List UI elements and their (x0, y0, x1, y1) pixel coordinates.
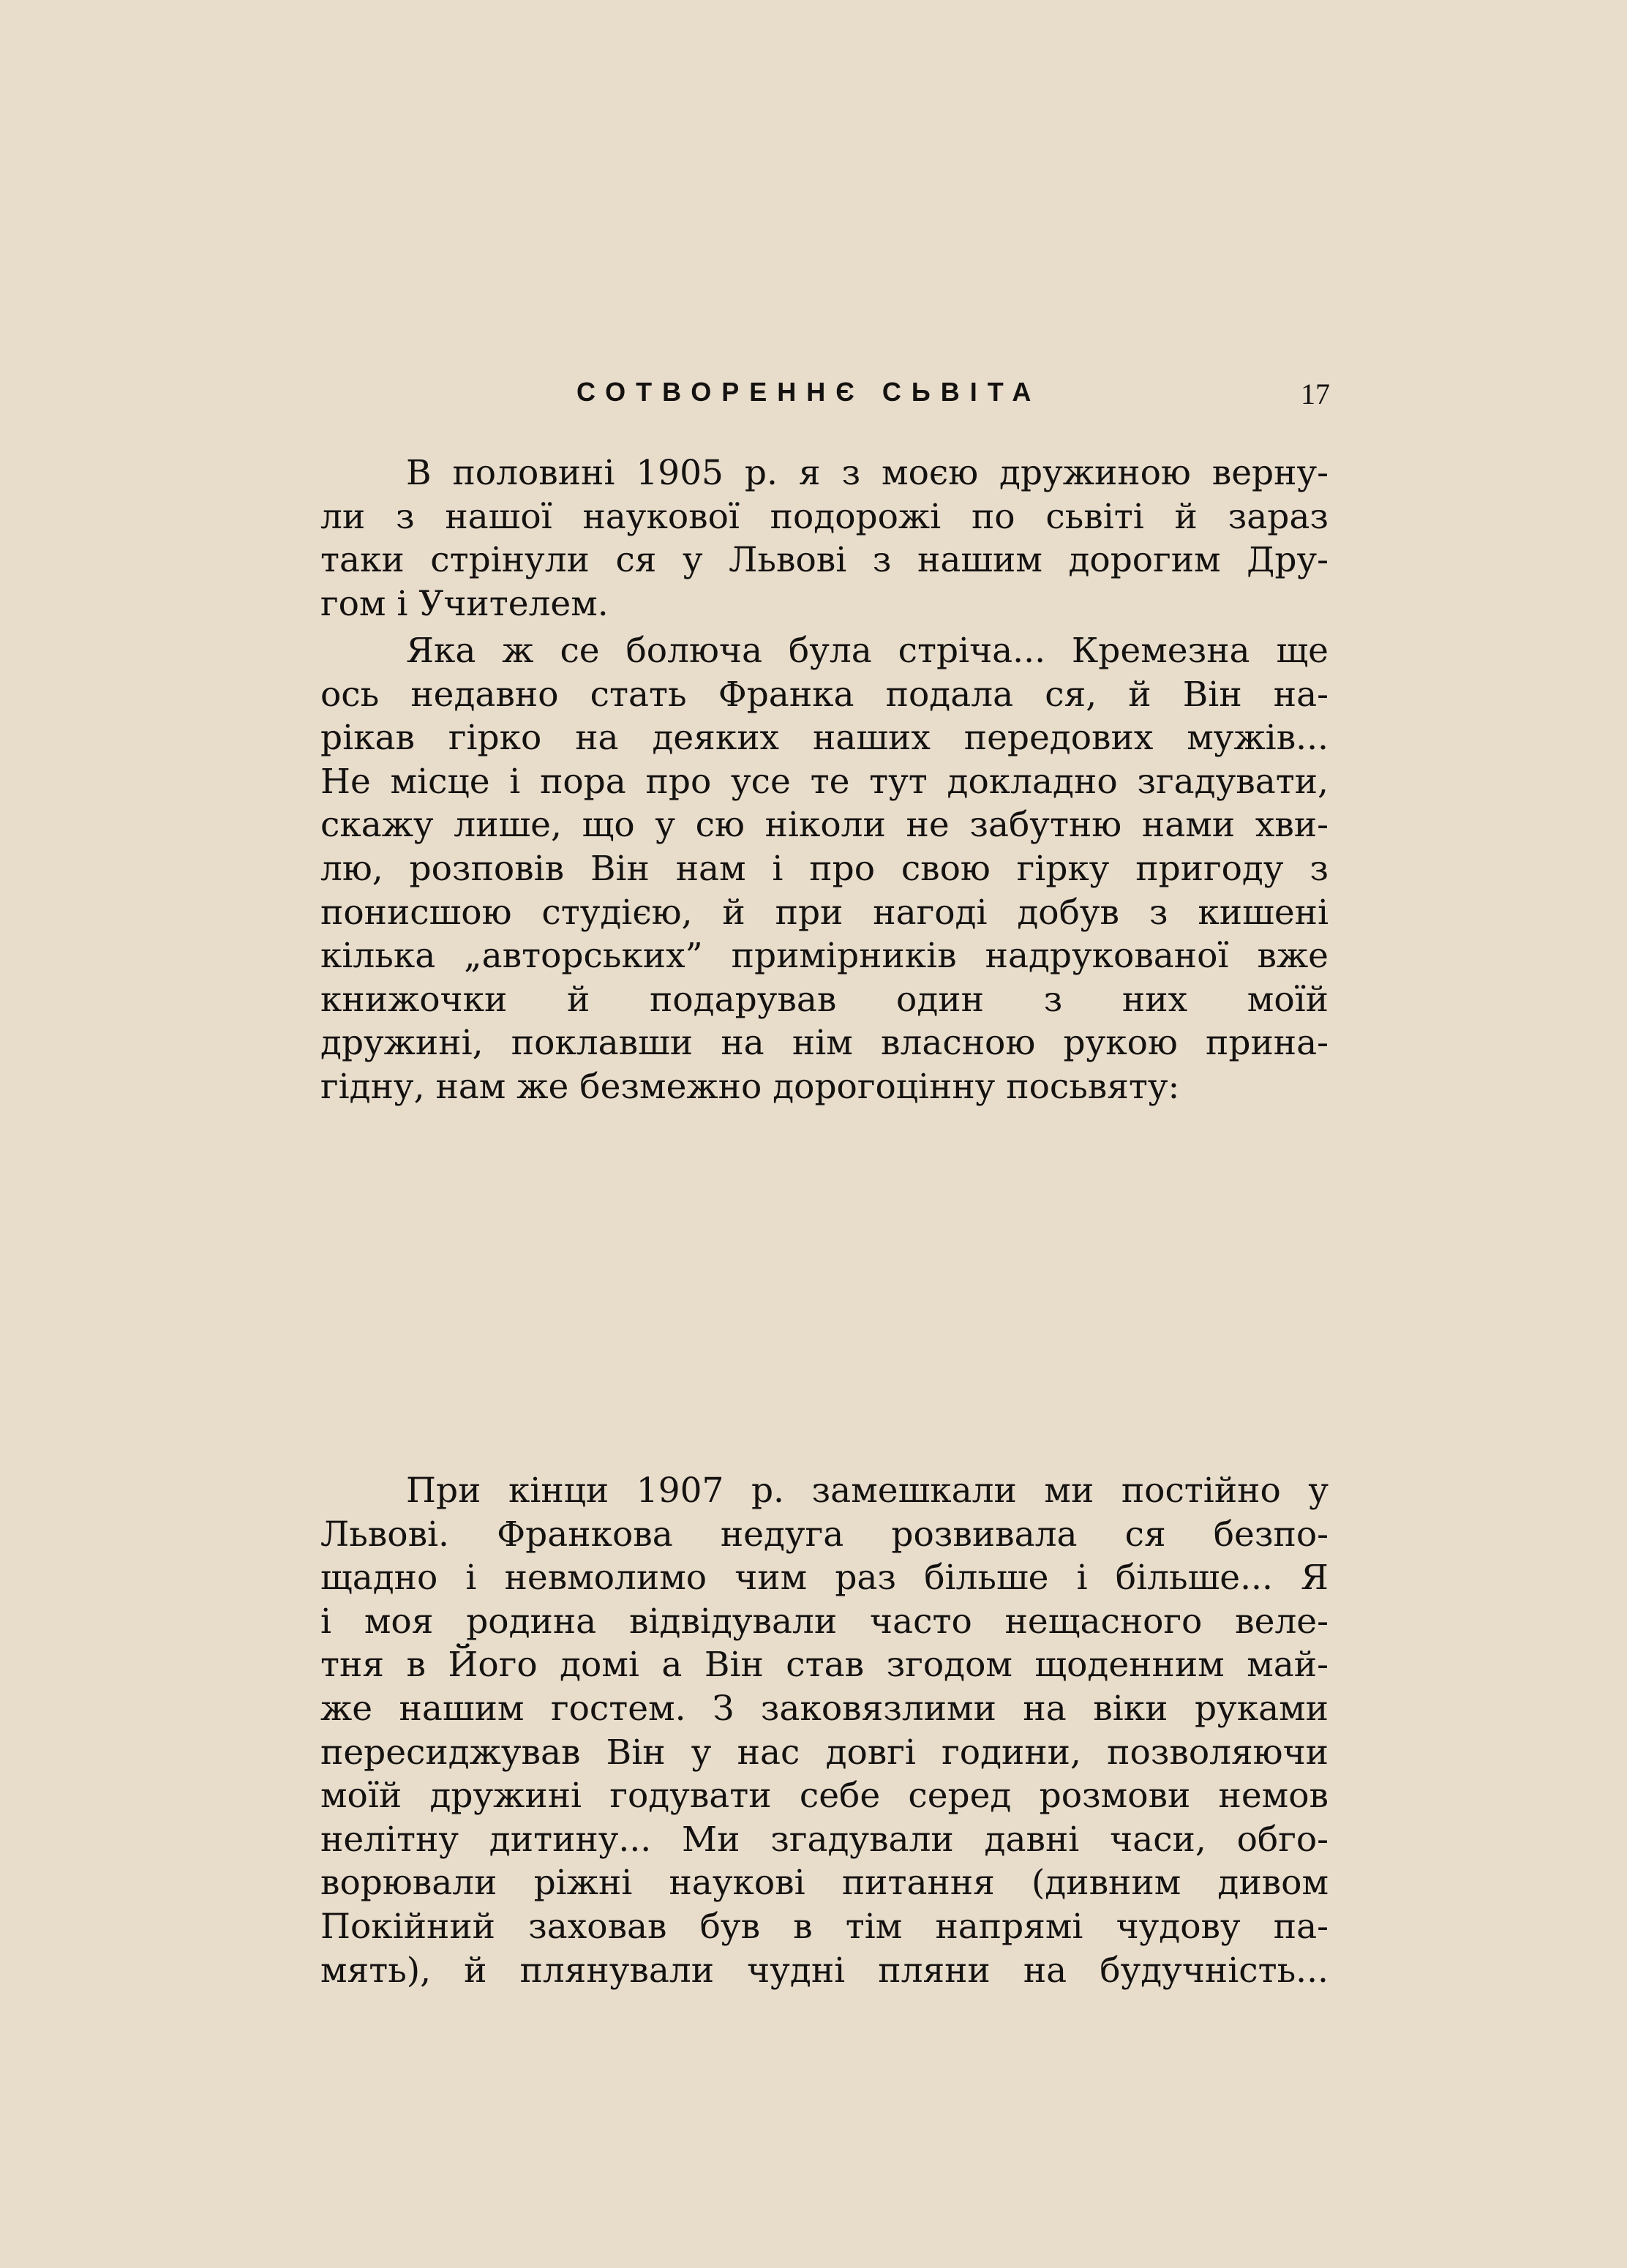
text-line: дружині, поклавши на нім власною рукою прина- (320, 1023, 1329, 1064)
text-line: ось недавно стать Франка подала ся, й Він на- (320, 674, 1329, 715)
text-line: При кінци 1907 р. замешкали ми постійно у (406, 1471, 1329, 1511)
text-line: гом і Учителем. (320, 583, 609, 624)
text-line: кілька „авторських” примірників надрукованої вже (320, 936, 1329, 977)
text-line: гідну, нам же безмежно дорогоцінну посьвяту: (320, 1066, 1180, 1107)
text-line: нелітну дитину... Ми згадували давні часи, обго- (320, 1819, 1329, 1860)
text-line: ворювали ріжні наукові питання (дивним дивом (320, 1863, 1329, 1904)
paragraph-1 (320, 451, 1329, 626)
text-line: Яка ж се болюча була стріча... Кремезна ще (406, 631, 1329, 671)
text-line: мять), й плянували чудні пляни на будучність... (320, 1950, 1329, 1991)
text-line: моїй дружині годувати себе серед розмови немов (320, 1776, 1329, 1817)
paragraph-3 (320, 1469, 1329, 1992)
text-line: Львові. Франкова недуга розвивала ся безпо- (320, 1514, 1329, 1555)
paragraph-2 (320, 629, 1329, 1109)
text-line: книжочки й подарував один з них моїй (320, 979, 1329, 1020)
text-line: і моя родина відвідували часто нещасного веле- (320, 1601, 1329, 1642)
text-line: ли з нашої наукової подорожі по сьвіті й зараз (320, 496, 1329, 537)
text-line: щадно і невмолимо чим раз більше і більше... Я (320, 1558, 1329, 1599)
text-line: лю, розповів Він нам і про свою гірку пригоду з (320, 848, 1329, 889)
text-line: тня в Його домі а Він став згодом щоденним май- (320, 1645, 1329, 1686)
text-line: Покійний заховав був в тім напрямі чудову па- (320, 1906, 1329, 1947)
text-line: В половині 1905 р. я з моєю дружиною верну- (406, 453, 1329, 493)
text-line: скажу лише, що у сю ніколи не забутню нами хви- (320, 805, 1329, 846)
text-line: же нашим гостем. З заковязлими на віки руками (320, 1688, 1329, 1729)
running-head (320, 377, 1330, 421)
text-line: рікав гірко на деяких наших передових мужів... (320, 718, 1329, 759)
text-line: понисшою студією, й при нагоді добув з кишені (320, 892, 1329, 933)
text-line: таки стрінули ся у Львові з нашим дорогим Дру- (320, 540, 1329, 581)
text-line: пересиджував Він у нас довгі години, позволяючи (320, 1732, 1329, 1773)
text-line: Не місце і пора про усе те тут докладно згадувати, (320, 761, 1329, 802)
running-title: СОТВОРЕННЄ СЬВІТА (576, 377, 1042, 407)
page-number: 17 (1301, 378, 1330, 410)
